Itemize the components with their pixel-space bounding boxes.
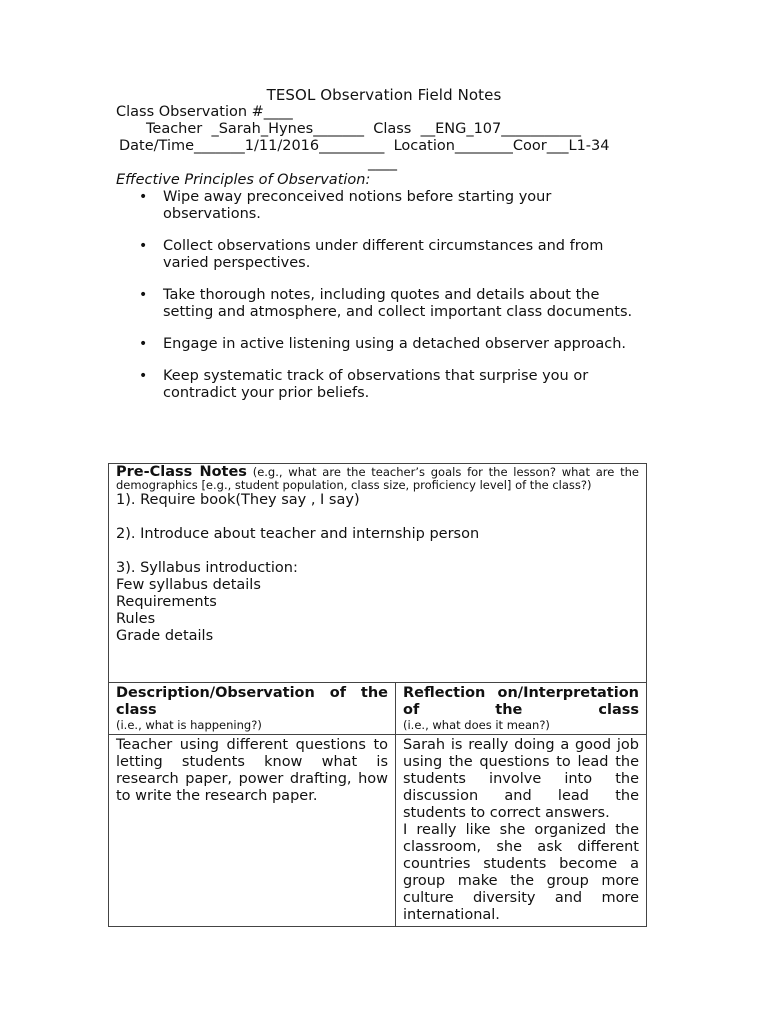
principle-text: Collect observations under different circumstances and from varied perspectives. — [163, 238, 604, 271]
pre-class-spacer — [116, 543, 639, 560]
reflection-text-2: I really like she organized the classroom, she ask different countries students become a group make the group more culture diversity and more international. — [403, 822, 639, 923]
bullet-icon: • — [139, 238, 148, 254]
principle-text: Wipe away preconceived notions before starting your observations. — [163, 189, 552, 222]
reflection-hint: (i.e., what does it mean?) — [403, 718, 550, 732]
pre-class-note-3: 3). Syllabus introduction: — [116, 560, 298, 576]
reflection-cell — [396, 735, 647, 927]
pre-class-note-6: Rules — [116, 611, 156, 627]
principle-text: Take thorough notes, including quotes and details about the setting and atmosphere, and collect important class documents. — [163, 287, 633, 320]
principle-item — [116, 368, 646, 402]
pre-class-note-7: Grade details — [116, 628, 214, 644]
bullet-icon: • — [139, 336, 148, 352]
principles-list — [116, 189, 646, 417]
date-location-line: Date/Time_______1/11/2016_________ Location________Coor___L1-34 — [119, 138, 610, 154]
pre-class-row — [109, 464, 647, 683]
principle-text: Keep systematic track of observations that surprise you or contradict your prior beliefs. — [163, 368, 589, 401]
reflection-header-cell — [396, 683, 647, 735]
bullet-icon: • — [139, 368, 148, 384]
principle-item — [116, 287, 646, 321]
pre-class-note-5: Requirements — [116, 594, 217, 610]
location-continuation: ____ — [368, 155, 397, 171]
bullet-icon: • — [139, 189, 148, 205]
bullet-icon: • — [139, 287, 148, 303]
reflection-header: Reflection on/Interpretation of the class — [403, 685, 639, 718]
principle-text: Engage in active listening using a detached observer approach. — [163, 336, 627, 352]
pre-class-note-1: 1). Require book(They say , I say) — [116, 492, 360, 508]
document-title: TESOL Observation Field Notes — [266, 86, 502, 104]
pre-class-heading: Pre-Class Notes — [116, 464, 247, 480]
description-hint: (i.e., what is happening?) — [116, 718, 262, 732]
reflection-text-1: Sarah is really doing a good job using the questions to lead the students involve into the discussion and lead the students to correct answers. — [403, 737, 639, 821]
column-header-row — [109, 683, 647, 735]
description-header: Description/Observation of the class — [116, 685, 388, 718]
description-text: Teacher using different questions to letting students know what is research paper, power drafting, how to write the research paper. — [116, 737, 388, 804]
teacher-class-line: Teacher _Sarah_Hynes_______ Class __ENG_107___________ — [146, 121, 581, 137]
pre-class-header — [116, 466, 639, 492]
pre-class-hint: (e.g., what are the teacher’s goals for the lesson? what are the demographics [e.g., student population, class size, proficiency level] of the class?) — [116, 465, 639, 492]
principles-heading: Effective Principles of Observation: — [116, 172, 371, 188]
pre-class-cell — [109, 464, 647, 683]
notes-table — [108, 463, 647, 927]
observation-row — [109, 735, 647, 927]
class-observation-line: Class Observation #____ — [116, 104, 293, 120]
principle-item — [116, 189, 646, 223]
principle-item — [116, 238, 646, 272]
description-cell — [109, 735, 396, 927]
pre-class-note-4: Few syllabus details — [116, 577, 261, 593]
description-header-cell — [109, 683, 396, 735]
pre-class-spacer — [116, 509, 639, 526]
pre-class-note-2: 2). Introduce about teacher and internship person — [116, 526, 480, 542]
principle-item — [116, 336, 646, 353]
